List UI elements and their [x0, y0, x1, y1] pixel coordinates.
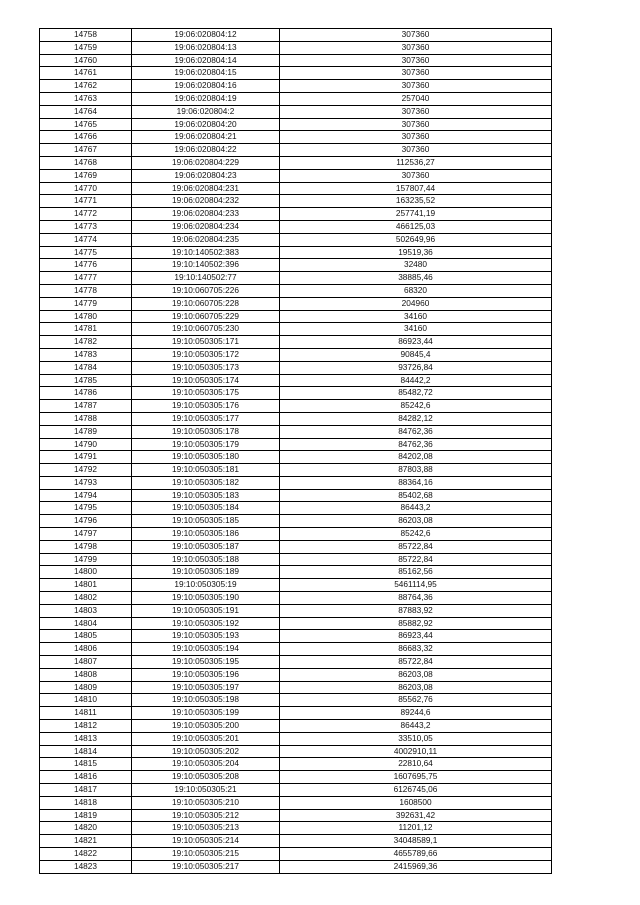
row-number-cell: 14823 — [40, 860, 132, 873]
table-row — [40, 745, 552, 758]
value-cell: 307360 — [280, 105, 552, 118]
table-row — [40, 809, 552, 822]
table-row — [40, 208, 552, 221]
value-cell: 307360 — [280, 131, 552, 144]
cadastral-number-cell: 19:10:050305:171 — [132, 336, 280, 349]
value-cell: 33510,05 — [280, 732, 552, 745]
row-number-cell: 14789 — [40, 425, 132, 438]
value-cell: 392631,42 — [280, 809, 552, 822]
row-number-cell: 14798 — [40, 540, 132, 553]
cadastral-number-cell: 19:06:020804:229 — [132, 156, 280, 169]
row-number-cell: 14761 — [40, 67, 132, 80]
table-row — [40, 720, 552, 733]
table-row — [40, 835, 552, 848]
row-number-cell: 14773 — [40, 220, 132, 233]
table-row — [40, 361, 552, 374]
cadastral-number-cell: 19:10:050305:181 — [132, 464, 280, 477]
row-number-cell: 14810 — [40, 694, 132, 707]
value-cell: 307360 — [280, 41, 552, 54]
value-cell: 85402,68 — [280, 489, 552, 502]
cadastral-number-cell: 19:10:050305:208 — [132, 771, 280, 784]
row-number-cell: 14806 — [40, 643, 132, 656]
row-number-cell: 14792 — [40, 464, 132, 477]
cadastral-number-cell: 19:06:020804:234 — [132, 220, 280, 233]
cadastral-number-cell: 19:10:050305:180 — [132, 451, 280, 464]
row-number-cell: 14805 — [40, 630, 132, 643]
row-number-cell: 14769 — [40, 169, 132, 182]
table-row — [40, 425, 552, 438]
value-cell: 32480 — [280, 259, 552, 272]
table-row — [40, 771, 552, 784]
value-cell: 502649,96 — [280, 233, 552, 246]
cadastral-number-cell: 19:10:050305:188 — [132, 553, 280, 566]
value-cell: 34160 — [280, 323, 552, 336]
table-row — [40, 272, 552, 285]
value-cell: 204960 — [280, 297, 552, 310]
cadastral-number-cell: 19:10:140502:77 — [132, 272, 280, 285]
row-number-cell: 14814 — [40, 745, 132, 758]
cadastral-number-cell: 19:10:050305:196 — [132, 668, 280, 681]
cadastral-number-cell: 19:10:050305:194 — [132, 643, 280, 656]
table-row — [40, 310, 552, 323]
value-cell: 85722,84 — [280, 540, 552, 553]
cadastral-number-cell: 19:10:140502:383 — [132, 246, 280, 259]
cadastral-number-cell: 19:10:050305:214 — [132, 835, 280, 848]
table-row — [40, 464, 552, 477]
row-number-cell: 14795 — [40, 502, 132, 515]
value-cell: 2415969,36 — [280, 860, 552, 873]
table-row — [40, 758, 552, 771]
value-cell: 257040 — [280, 92, 552, 105]
table-row — [40, 412, 552, 425]
value-cell: 19519,36 — [280, 246, 552, 259]
value-cell: 93726,84 — [280, 361, 552, 374]
cadastral-number-cell: 19:10:050305:199 — [132, 707, 280, 720]
row-number-cell: 14804 — [40, 617, 132, 630]
row-number-cell: 14762 — [40, 80, 132, 93]
cadastral-number-cell: 19:10:050305:212 — [132, 809, 280, 822]
value-cell: 34160 — [280, 310, 552, 323]
value-cell: 86443,2 — [280, 720, 552, 733]
row-number-cell: 14800 — [40, 566, 132, 579]
cadastral-number-cell: 19:10:050305:191 — [132, 604, 280, 617]
table-row — [40, 400, 552, 413]
cadastral-number-cell: 19:10:050305:197 — [132, 681, 280, 694]
cadastral-number-cell: 19:10:050305:217 — [132, 860, 280, 873]
cadastral-number-cell: 19:10:050305:192 — [132, 617, 280, 630]
cadastral-number-cell: 19:06:020804:235 — [132, 233, 280, 246]
cadastral-number-cell: 19:06:020804:14 — [132, 54, 280, 67]
row-number-cell: 14781 — [40, 323, 132, 336]
row-number-cell: 14766 — [40, 131, 132, 144]
value-cell: 11201,12 — [280, 822, 552, 835]
row-number-cell: 14788 — [40, 412, 132, 425]
table-row — [40, 438, 552, 451]
row-number-cell: 14820 — [40, 822, 132, 835]
row-number-cell: 14774 — [40, 233, 132, 246]
row-number-cell: 14771 — [40, 195, 132, 208]
value-cell: 85242,6 — [280, 400, 552, 413]
table-row — [40, 656, 552, 669]
value-cell: 4655789,66 — [280, 848, 552, 861]
cadastral-number-cell: 19:06:020804:20 — [132, 118, 280, 131]
table-row — [40, 630, 552, 643]
table-row — [40, 182, 552, 195]
value-cell: 84442,2 — [280, 374, 552, 387]
cadastral-number-cell: 19:10:060705:228 — [132, 297, 280, 310]
cadastral-number-cell: 19:10:140502:396 — [132, 259, 280, 272]
table-row — [40, 336, 552, 349]
table-body — [40, 29, 552, 874]
row-number-cell: 14779 — [40, 297, 132, 310]
cadastral-number-cell: 19:10:050305:189 — [132, 566, 280, 579]
row-number-cell: 14812 — [40, 720, 132, 733]
value-cell: 6126745,06 — [280, 784, 552, 797]
table-row — [40, 297, 552, 310]
value-cell: 85562,76 — [280, 694, 552, 707]
table-row — [40, 604, 552, 617]
cadastral-number-cell: 19:10:050305:215 — [132, 848, 280, 861]
row-number-cell: 14807 — [40, 656, 132, 669]
value-cell: 1608500 — [280, 796, 552, 809]
cadastral-number-cell: 19:10:050305:172 — [132, 348, 280, 361]
table-row — [40, 169, 552, 182]
cadastral-number-cell: 19:10:050305:19 — [132, 579, 280, 592]
table-row — [40, 195, 552, 208]
value-cell: 89244,6 — [280, 707, 552, 720]
row-number-cell: 14811 — [40, 707, 132, 720]
row-number-cell: 14772 — [40, 208, 132, 221]
row-number-cell: 14819 — [40, 809, 132, 822]
table-row — [40, 476, 552, 489]
value-cell: 85162,56 — [280, 566, 552, 579]
cadastral-number-cell: 19:06:020804:22 — [132, 144, 280, 157]
row-number-cell: 14816 — [40, 771, 132, 784]
cadastral-number-cell: 19:10:050305:187 — [132, 540, 280, 553]
table-row — [40, 617, 552, 630]
value-cell: 86923,44 — [280, 336, 552, 349]
row-number-cell: 14760 — [40, 54, 132, 67]
cadastral-number-cell: 19:10:050305:185 — [132, 515, 280, 528]
value-cell: 307360 — [280, 67, 552, 80]
value-cell: 307360 — [280, 118, 552, 131]
table-row — [40, 220, 552, 233]
row-number-cell: 14778 — [40, 284, 132, 297]
cadastral-number-cell: 19:10:050305:198 — [132, 694, 280, 707]
value-cell: 34048589,1 — [280, 835, 552, 848]
row-number-cell: 14786 — [40, 387, 132, 400]
value-cell: 163235,52 — [280, 195, 552, 208]
table-row — [40, 848, 552, 861]
row-number-cell: 14783 — [40, 348, 132, 361]
cadastral-number-cell: 19:10:050305:201 — [132, 732, 280, 745]
cadastral-number-cell: 19:10:050305:195 — [132, 656, 280, 669]
table-row — [40, 528, 552, 541]
value-cell: 307360 — [280, 80, 552, 93]
row-number-cell: 14768 — [40, 156, 132, 169]
table-row — [40, 348, 552, 361]
cadastral-number-cell: 19:10:050305:173 — [132, 361, 280, 374]
cadastral-number-cell: 19:10:050305:174 — [132, 374, 280, 387]
cadastral-number-cell: 19:10:060705:226 — [132, 284, 280, 297]
row-number-cell: 14808 — [40, 668, 132, 681]
value-cell: 307360 — [280, 29, 552, 42]
value-cell: 86203,08 — [280, 515, 552, 528]
value-cell: 85482,72 — [280, 387, 552, 400]
value-cell: 87883,92 — [280, 604, 552, 617]
row-number-cell: 14797 — [40, 528, 132, 541]
value-cell: 85722,84 — [280, 553, 552, 566]
row-number-cell: 14759 — [40, 41, 132, 54]
row-number-cell: 14802 — [40, 592, 132, 605]
value-cell: 87803,88 — [280, 464, 552, 477]
table-row — [40, 259, 552, 272]
value-cell: 84202,08 — [280, 451, 552, 464]
table-row — [40, 284, 552, 297]
table-row — [40, 233, 552, 246]
value-cell: 257741,19 — [280, 208, 552, 221]
value-cell: 4002910,11 — [280, 745, 552, 758]
row-number-cell: 14784 — [40, 361, 132, 374]
table-row — [40, 80, 552, 93]
table-row — [40, 566, 552, 579]
table-row — [40, 156, 552, 169]
value-cell: 86203,08 — [280, 681, 552, 694]
row-number-cell: 14801 — [40, 579, 132, 592]
cadastral-number-cell: 19:10:050305:178 — [132, 425, 280, 438]
row-number-cell: 14785 — [40, 374, 132, 387]
row-number-cell: 14764 — [40, 105, 132, 118]
row-number-cell: 14796 — [40, 515, 132, 528]
data-table — [39, 28, 552, 874]
table-row — [40, 387, 552, 400]
cadastral-number-cell: 19:10:050305:200 — [132, 720, 280, 733]
table-row — [40, 681, 552, 694]
table-row — [40, 92, 552, 105]
table-row — [40, 553, 552, 566]
table-row — [40, 118, 552, 131]
cadastral-number-cell: 19:06:020804:231 — [132, 182, 280, 195]
row-number-cell: 14787 — [40, 400, 132, 413]
cadastral-number-cell: 19:10:050305:179 — [132, 438, 280, 451]
table-row — [40, 144, 552, 157]
value-cell: 307360 — [280, 169, 552, 182]
table-row — [40, 668, 552, 681]
row-number-cell: 14776 — [40, 259, 132, 272]
row-number-cell: 14799 — [40, 553, 132, 566]
value-cell: 307360 — [280, 54, 552, 67]
cadastral-number-cell: 19:10:050305:182 — [132, 476, 280, 489]
row-number-cell: 14793 — [40, 476, 132, 489]
value-cell: 112536,27 — [280, 156, 552, 169]
value-cell: 86923,44 — [280, 630, 552, 643]
cadastral-number-cell: 19:10:050305:204 — [132, 758, 280, 771]
table-row — [40, 860, 552, 873]
cadastral-number-cell: 19:10:050305:202 — [132, 745, 280, 758]
cadastral-number-cell: 19:06:020804:15 — [132, 67, 280, 80]
table-row — [40, 540, 552, 553]
cadastral-number-cell: 19:10:050305:190 — [132, 592, 280, 605]
value-cell: 86203,08 — [280, 668, 552, 681]
row-number-cell: 14791 — [40, 451, 132, 464]
cadastral-number-cell: 19:10:050305:210 — [132, 796, 280, 809]
table-row — [40, 54, 552, 67]
cadastral-number-cell: 19:10:060705:229 — [132, 310, 280, 323]
value-cell: 88764,36 — [280, 592, 552, 605]
value-cell: 38885,46 — [280, 272, 552, 285]
table-row — [40, 67, 552, 80]
cadastral-number-cell: 19:10:050305:177 — [132, 412, 280, 425]
value-cell: 84282,12 — [280, 412, 552, 425]
cadastral-number-cell: 19:06:020804:13 — [132, 41, 280, 54]
row-number-cell: 14817 — [40, 784, 132, 797]
value-cell: 68320 — [280, 284, 552, 297]
cadastral-number-cell: 19:10:050305:184 — [132, 502, 280, 515]
value-cell: 85242,6 — [280, 528, 552, 541]
row-number-cell: 14794 — [40, 489, 132, 502]
row-number-cell: 14770 — [40, 182, 132, 195]
table-row — [40, 131, 552, 144]
table-row — [40, 732, 552, 745]
value-cell: 86683,32 — [280, 643, 552, 656]
table-row — [40, 796, 552, 809]
cadastral-number-cell: 19:06:020804:16 — [132, 80, 280, 93]
cadastral-number-cell: 19:10:050305:193 — [132, 630, 280, 643]
row-number-cell: 14821 — [40, 835, 132, 848]
row-number-cell: 14813 — [40, 732, 132, 745]
row-number-cell: 14775 — [40, 246, 132, 259]
value-cell: 90845,4 — [280, 348, 552, 361]
value-cell: 22810,64 — [280, 758, 552, 771]
row-number-cell: 14818 — [40, 796, 132, 809]
value-cell: 5461114,95 — [280, 579, 552, 592]
row-number-cell: 14767 — [40, 144, 132, 157]
cadastral-number-cell: 19:06:020804:21 — [132, 131, 280, 144]
row-number-cell: 14765 — [40, 118, 132, 131]
table-row — [40, 643, 552, 656]
value-cell: 307360 — [280, 144, 552, 157]
row-number-cell: 14780 — [40, 310, 132, 323]
value-cell: 1607695,75 — [280, 771, 552, 784]
value-cell: 466125,03 — [280, 220, 552, 233]
value-cell: 85722,84 — [280, 656, 552, 669]
row-number-cell: 14790 — [40, 438, 132, 451]
table-row — [40, 784, 552, 797]
value-cell: 85882,92 — [280, 617, 552, 630]
row-number-cell: 14763 — [40, 92, 132, 105]
cadastral-number-cell: 19:10:050305:21 — [132, 784, 280, 797]
cadastral-number-cell: 19:10:050305:183 — [132, 489, 280, 502]
table-row — [40, 451, 552, 464]
table-row — [40, 374, 552, 387]
table-row — [40, 29, 552, 42]
cadastral-number-cell: 19:10:050305:213 — [132, 822, 280, 835]
cadastral-number-cell: 19:06:020804:12 — [132, 29, 280, 42]
cadastral-number-cell: 19:06:020804:23 — [132, 169, 280, 182]
row-number-cell: 14809 — [40, 681, 132, 694]
table-row — [40, 323, 552, 336]
value-cell: 86443,2 — [280, 502, 552, 515]
cadastral-number-cell: 19:10:050305:186 — [132, 528, 280, 541]
table-row — [40, 105, 552, 118]
table-row — [40, 246, 552, 259]
table-row — [40, 515, 552, 528]
cadastral-number-cell: 19:10:050305:175 — [132, 387, 280, 400]
cadastral-number-cell: 19:06:020804:2 — [132, 105, 280, 118]
cadastral-number-cell: 19:06:020804:232 — [132, 195, 280, 208]
value-cell: 84762,36 — [280, 438, 552, 451]
row-number-cell: 14758 — [40, 29, 132, 42]
table-row — [40, 489, 552, 502]
table-row — [40, 41, 552, 54]
cadastral-number-cell: 19:10:060705:230 — [132, 323, 280, 336]
cadastral-number-cell: 19:06:020804:19 — [132, 92, 280, 105]
cadastral-number-cell: 19:10:050305:176 — [132, 400, 280, 413]
table-row — [40, 822, 552, 835]
table-row — [40, 502, 552, 515]
row-number-cell: 14803 — [40, 604, 132, 617]
value-cell: 88364,16 — [280, 476, 552, 489]
row-number-cell: 14815 — [40, 758, 132, 771]
table-row — [40, 694, 552, 707]
table-row — [40, 707, 552, 720]
row-number-cell: 14782 — [40, 336, 132, 349]
row-number-cell: 14777 — [40, 272, 132, 285]
value-cell: 84762,36 — [280, 425, 552, 438]
row-number-cell: 14822 — [40, 848, 132, 861]
table-row — [40, 579, 552, 592]
cadastral-number-cell: 19:06:020804:233 — [132, 208, 280, 221]
value-cell: 157807,44 — [280, 182, 552, 195]
table-row — [40, 592, 552, 605]
